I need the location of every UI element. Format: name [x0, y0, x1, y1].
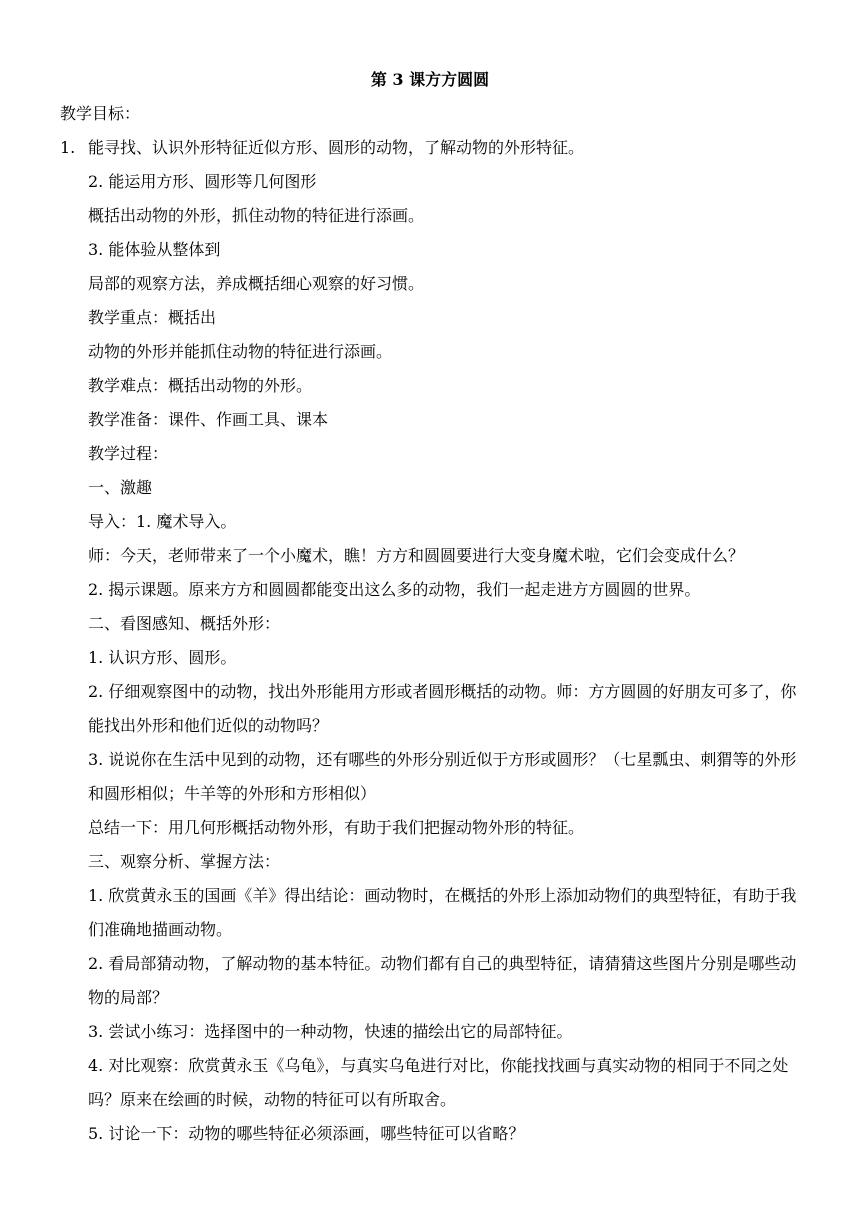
paragraph: 1. 认识方形、圆形。 — [88, 648, 237, 667]
paragraph: 3. 能体验从整体到 — [88, 240, 221, 259]
paragraph: 总结一下：用几何形概括动物外形，有助于我们把握动物外形的特征。 — [88, 818, 585, 837]
paragraph: 5. 讨论一下：动物的哪些特征必须添画，哪些特征可以省略？ — [88, 1124, 525, 1143]
paragraph: 2. 能运用方形、圆形等几何图形 — [88, 172, 317, 191]
paragraph: 3. 说说你在生活中见到的动物，还有哪些的外形分别近似于方形或圆形？（七星瓢虫、刺猬等的外形和圆形相似；牛羊等的外形和方形相似） — [88, 750, 797, 803]
paragraph: 师：今天，老师带来了一个小魔术，瞧！方方和圆圆要进行大变身魔术啦，它们会变成什么？ — [88, 546, 745, 565]
goal-item-1 — [60, 131, 805, 165]
paragraph: 2. 仔细观察图中的动物，找出外形能用方形或者圆形概括的动物。师：方方圆圆的好朋友可多了，你能找出外形和他们近似的动物吗？ — [88, 682, 797, 735]
document-body — [60, 97, 805, 1151]
paragraph: 2. 看局部猜动物，了解动物的基本特征。动物们都有自己的典型特征，请猜猜这些图片分别是哪些动物的局部？ — [88, 954, 797, 1007]
paragraph: 一、激趣 — [88, 478, 153, 497]
paragraph: 动物的外形并能抓住动物的特征进行添画。 — [88, 342, 393, 361]
paragraph: 教学难点：概括出动物的外形。 — [88, 376, 313, 395]
paragraph: 1. 欣赏黄永玉的国画《羊》得出结论：画动物时，在概括的外形上添加动物们的典型特征，有助于我们准确地描画动物。 — [88, 886, 797, 939]
paragraph: 3. 尝试小练习：选择图中的一种动物，快速的描绘出它的局部特征。 — [88, 1022, 573, 1041]
goal-item-number: 1. — [60, 138, 76, 157]
paragraph: 二、看图感知、概括外形： — [88, 614, 281, 633]
paragraph: 局部的观察方法，养成概括细心观察的好习惯。 — [88, 274, 425, 293]
paragraph: 概括出动物的外形，抓住动物的特征进行添画。 — [88, 206, 425, 225]
paragraph: 导入：1. 魔术导入。 — [88, 512, 237, 531]
paragraph: 2. 揭示课题。原来方方和圆圆都能变出这么多的动物，我们一起走进方方圆圆的世界。 — [88, 580, 701, 599]
paragraph: 教学准备：课件、作画工具、课本 — [88, 410, 329, 429]
paragraph: 教学过程： — [88, 444, 169, 463]
goal-item-text: 能寻找、认识外形特征近似方形、圆形的动物，了解动物的外形特征。 — [88, 138, 585, 157]
page-title: 第 3 课方方圆圆 — [370, 70, 490, 89]
paragraph: 教学重点：概括出 — [88, 308, 217, 327]
paragraph: 4. 对比观察：欣赏黄永玉《乌龟》，与真实乌龟进行对比，你能找找画与真实动物的相同于不同之处吗？原来在绘画的时候，动物的特征可以有所取舍。 — [88, 1056, 789, 1109]
paragraph: 三、观察分析、掌握方法： — [88, 852, 281, 871]
section-heading-goals: 教学目标： — [60, 104, 141, 123]
